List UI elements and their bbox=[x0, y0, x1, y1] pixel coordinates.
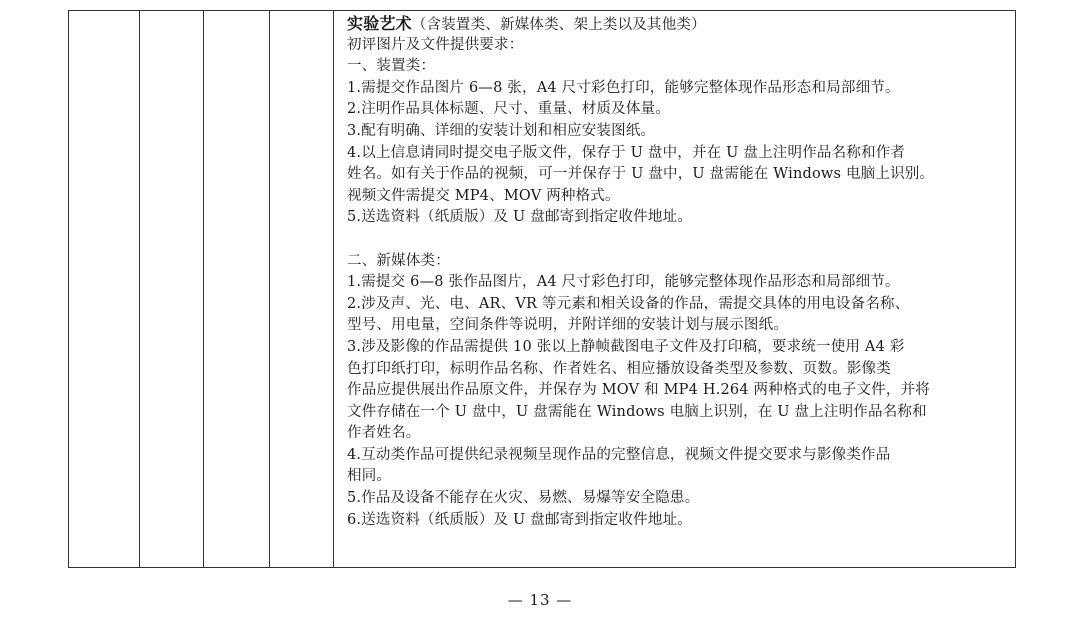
spacer bbox=[347, 229, 1009, 251]
installation-line: 2.注明作品具体标题、尺寸、重量、材质及体量。 bbox=[347, 101, 670, 118]
page-number: — 13 — bbox=[507, 591, 573, 609]
document-table bbox=[68, 10, 1016, 568]
new-media-line: 作者姓名。 bbox=[347, 425, 421, 442]
new-media-line: 6.送选资料（纸质版）及 U 盘邮寄到指定收件地址。 bbox=[347, 511, 692, 528]
new-media-title: 二、新媒体类： bbox=[347, 252, 450, 269]
installation-title: 一、装置类： bbox=[347, 58, 436, 75]
new-media-line: 3.涉及影像的作品需提供 10 张以上静帧截图电子文件及打印稿，要求统一使用 A4 彩 bbox=[347, 338, 905, 355]
requirements-cell bbox=[341, 11, 1015, 567]
table-column-divider-1 bbox=[139, 11, 140, 567]
new-media-line: 文件存储在一个 U 盘中，U 盘需能在 Windows 电脑上识别，在 U 盘上注明作品名称和 bbox=[347, 403, 927, 420]
new-media-line: 5.作品及设备不能存在火灾、易燃、易爆等安全隐患。 bbox=[347, 490, 700, 507]
new-media-line: 2.涉及声、光、电、AR、VR 等元素和相关设备的作品，需提交具体的用电设备名称、 bbox=[347, 295, 910, 312]
new-media-line: 作品应提供展出作品原文件，并保存为 MOV 和 MP4 H.264 两种格式的电子文件，并将 bbox=[347, 382, 930, 399]
new-media-line: 1.需提交 6—8 张作品图片，A4 尺寸彩色打印，能够完整体现作品形态和局部细节。 bbox=[347, 274, 900, 291]
installation-line: 1.需提交作品图片 6—8 张，A4 尺寸彩色打印，能够完整体现作品形态和局部细节。 bbox=[347, 79, 900, 96]
installation-line: 视频文件需提交 MP4、MOV 两种格式。 bbox=[347, 187, 620, 204]
new-media-line: 型号、用电量，空间条件等说明，并附详细的安装计划与展示图纸。 bbox=[347, 317, 788, 334]
table-column-divider-4 bbox=[333, 11, 334, 567]
new-media-line: 4.互动类作品可提供纪录视频呈现作品的完整信息，视频文件提交要求与影像类作品 bbox=[347, 446, 891, 463]
section-heading bbox=[347, 13, 1009, 35]
new-media-line: 色打印纸打印，标明作品名称、作者姓名、相应播放设备类型及参数、页数。影像类 bbox=[347, 360, 891, 377]
installation-line: 姓名。如有关于作品的视频，可一并保存于 U 盘中，U 盘需能在 Windows 电脑上识别。 bbox=[347, 166, 935, 183]
heading-title: 实验艺术 bbox=[347, 14, 412, 33]
new-media-line: 相同。 bbox=[347, 468, 392, 485]
installation-line: 4.以上信息请同时提交电子版文件，保存于 U 盘中，并在 U 盘上注明作品名称和作者 bbox=[347, 144, 906, 161]
installation-line: 5.送选资料（纸质版）及 U 盘邮寄到指定收件地址。 bbox=[347, 209, 692, 226]
intro-text: 初评图片及文件提供要求： bbox=[347, 36, 524, 53]
heading-subtitle: （含装置类、新媒体类、架上类以及其他类） bbox=[411, 17, 706, 33]
table-column-divider-2 bbox=[203, 11, 204, 567]
installation-line: 3.配有明确、详细的安装计划和相应安装图纸。 bbox=[347, 122, 656, 139]
table-column-divider-3 bbox=[269, 11, 270, 567]
